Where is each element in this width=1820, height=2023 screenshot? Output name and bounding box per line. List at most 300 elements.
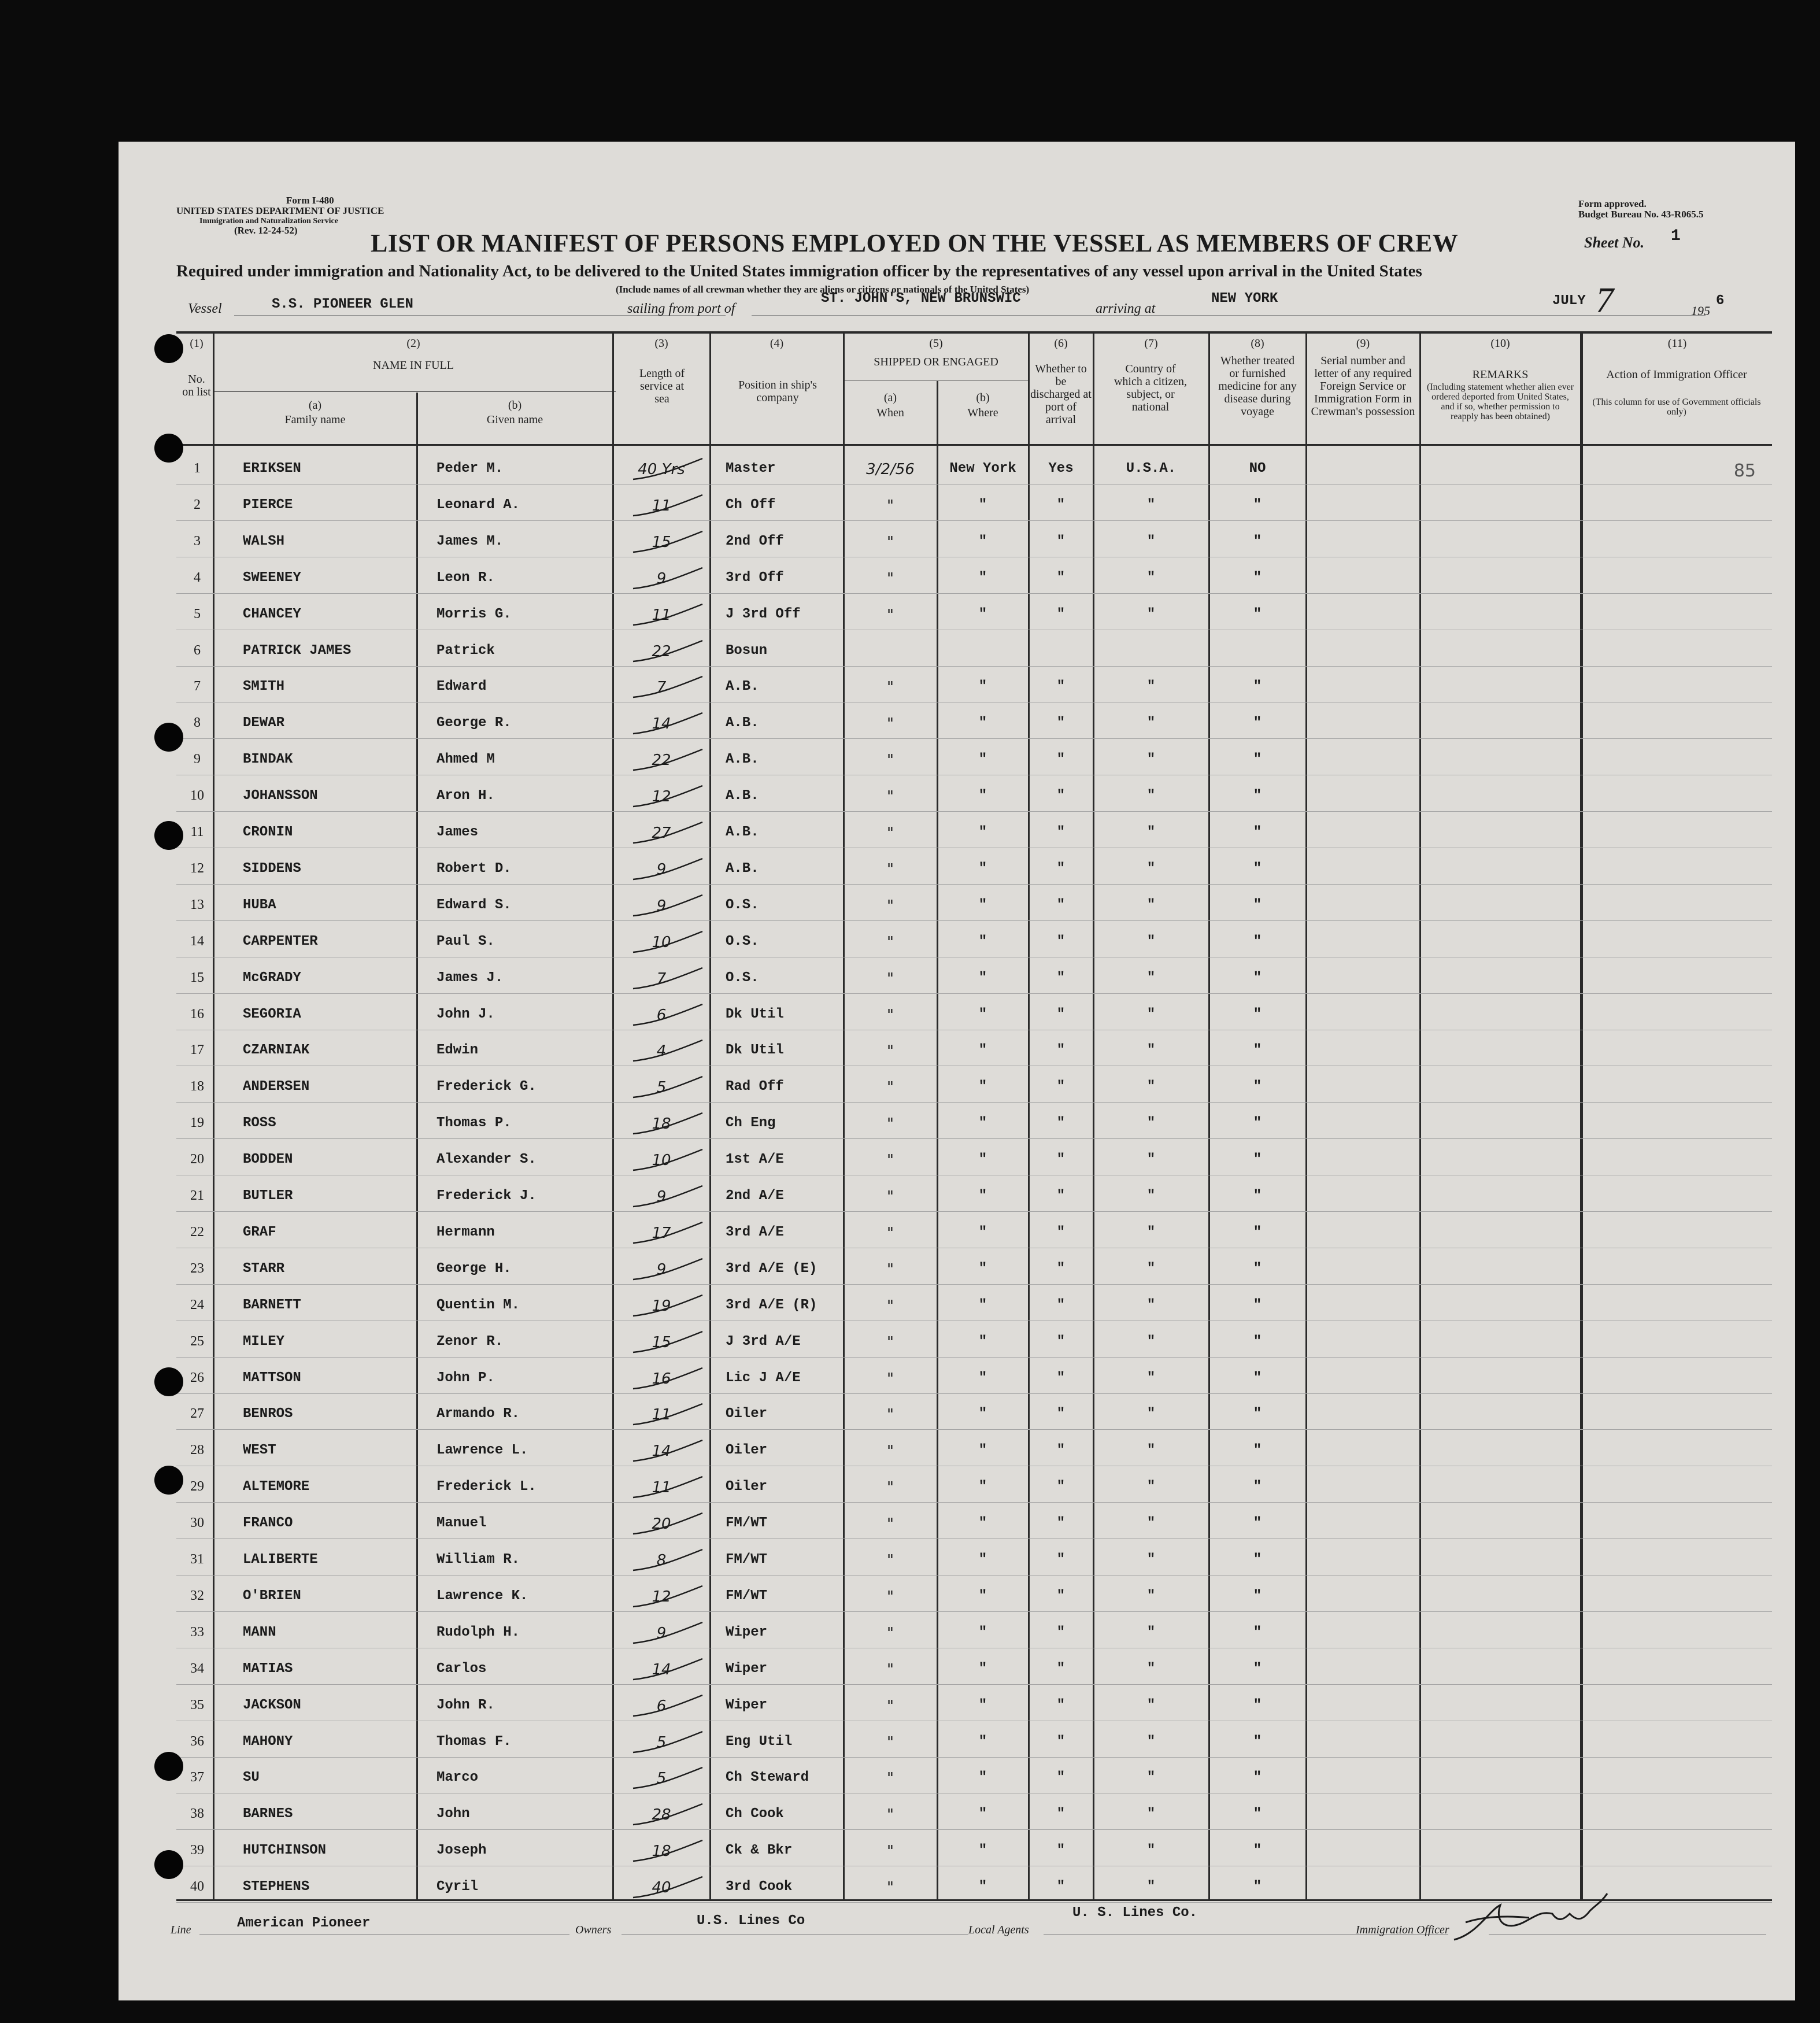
treated-medicine: " <box>1253 1479 1262 1495</box>
family-name: ANDERSEN <box>243 1079 310 1095</box>
length-of-service: 5 <box>656 1733 667 1751</box>
shipped-where: " <box>978 533 987 549</box>
col1-header: No. on list <box>182 373 211 398</box>
family-name: MANN <box>243 1624 276 1640</box>
ship-position: Ch Eng <box>726 1115 776 1131</box>
family-name: MATTSON <box>243 1370 301 1386</box>
shipped-when: " <box>887 1552 894 1569</box>
length-of-service: 12 <box>652 788 671 806</box>
family-name: SIDDENS <box>243 860 301 876</box>
check-mark-icon <box>622 1220 708 1249</box>
family-name: BARNETT <box>243 1297 301 1313</box>
check-mark-icon <box>622 1693 708 1722</box>
treated-medicine: " <box>1253 1188 1262 1204</box>
row-number: 35 <box>190 1697 204 1713</box>
shipped-where: " <box>978 1879 987 1895</box>
given-name: Paul S. <box>436 933 495 949</box>
length-of-service: 16 <box>652 1370 671 1388</box>
ship-position: Wiper <box>726 1624 768 1640</box>
to-be-discharged: " <box>1056 788 1066 804</box>
treated-medicine: " <box>1253 1552 1262 1567</box>
col8-header: Whether treated or furnished medicine for any disease during voyage <box>1218 354 1297 418</box>
shipped-where: " <box>978 1770 987 1786</box>
col2b-num: (b) <box>508 399 522 412</box>
given-name: Frederick G. <box>436 1079 537 1095</box>
check-mark-icon <box>622 456 708 485</box>
shipped-where: " <box>978 1479 987 1495</box>
given-name: Edward S. <box>436 897 512 913</box>
treated-medicine: " <box>1253 1006 1262 1022</box>
col9-header: Serial number and letter of any required Foreign Service or Immigration Form in Crewman's possession <box>1311 354 1415 418</box>
shipped-when: " <box>887 1515 894 1533</box>
family-name: MILEY <box>243 1333 285 1349</box>
check-mark-icon <box>622 1366 708 1395</box>
col11-num: (11) <box>1667 337 1687 350</box>
family-name: JACKSON <box>243 1697 301 1713</box>
length-of-service: 18 <box>652 1843 671 1861</box>
length-of-service: 17 <box>652 1224 671 1242</box>
family-name: STEPHENS <box>243 1879 310 1895</box>
col2-header: NAME IN FULL <box>373 359 454 372</box>
row-rule <box>176 666 1772 667</box>
shipped-when: " <box>887 1188 894 1205</box>
to-be-discharged: " <box>1056 1733 1066 1750</box>
shipped-when: " <box>887 970 894 988</box>
row-number: 14 <box>190 933 204 949</box>
treated-medicine: " <box>1253 569 1262 586</box>
shipped-where: " <box>978 1660 987 1677</box>
family-name: CRONIN <box>243 824 293 840</box>
ship-position: A.B. <box>726 679 759 695</box>
row-number: 4 <box>194 569 201 585</box>
ship-position: Ch Off <box>726 497 776 513</box>
col3-num: (3) <box>654 337 668 350</box>
row-rule <box>176 1538 1772 1539</box>
owners-label: Owners <box>575 1924 612 1936</box>
ship-position: Wiper <box>726 1660 768 1677</box>
ship-position: Dk Util <box>726 1042 784 1059</box>
given-name: Cyril <box>436 1879 479 1895</box>
shipped-when: " <box>887 1843 894 1861</box>
family-name: STARR <box>243 1260 285 1277</box>
citizenship-country: " <box>1146 1297 1156 1313</box>
shipped-where: " <box>978 1733 987 1750</box>
family-name: FRANCO <box>243 1515 293 1532</box>
check-mark-icon <box>622 1838 708 1867</box>
ship-position: 2nd Off <box>726 533 784 549</box>
check-mark-icon <box>622 1620 708 1649</box>
citizenship-country: " <box>1146 569 1156 586</box>
given-name: Thomas F. <box>436 1733 512 1750</box>
shipped-where: " <box>978 715 987 731</box>
ship-position: FM/WT <box>726 1552 768 1567</box>
row-number: 28 <box>190 1443 204 1458</box>
port-to: NEW YORK <box>1211 291 1278 306</box>
check-mark-icon <box>622 1293 708 1322</box>
check-mark-icon <box>622 1584 708 1613</box>
col6-num: (6) <box>1054 337 1068 350</box>
treated-medicine: " <box>1253 1879 1262 1895</box>
length-of-service: 6 <box>656 1006 667 1024</box>
citizenship-country: " <box>1146 933 1156 949</box>
length-of-service: 9 <box>656 1624 667 1642</box>
check-mark-icon <box>622 529 708 558</box>
given-name: John J. <box>436 1006 495 1022</box>
to-be-discharged: " <box>1056 860 1066 876</box>
row-rule <box>176 520 1772 521</box>
ship-position: Lic J A/E <box>726 1370 801 1386</box>
shipped-when: " <box>887 606 894 624</box>
row-number: 19 <box>190 1115 204 1131</box>
treated-medicine: " <box>1253 1042 1262 1059</box>
citizenship-country: " <box>1146 606 1156 622</box>
treated-medicine: " <box>1253 788 1262 804</box>
check-mark-icon <box>622 1401 708 1430</box>
binder-hole <box>154 821 183 850</box>
family-name: HUTCHINSON <box>243 1843 327 1859</box>
to-be-discharged: " <box>1056 1042 1066 1059</box>
ship-position: Ch Cook <box>726 1806 784 1822</box>
family-name: O'BRIEN <box>243 1588 301 1604</box>
shipped-when: " <box>887 1770 894 1788</box>
to-be-discharged: " <box>1056 1515 1066 1532</box>
row-rule <box>176 1138 1772 1139</box>
service-name: Immigration and Naturalization Service <box>199 217 338 225</box>
shipped-where: " <box>978 897 987 913</box>
check-mark-icon <box>622 711 708 739</box>
check-mark-icon <box>622 1874 708 1903</box>
given-name: Rudolph H. <box>436 1624 520 1640</box>
family-name: SWEENEY <box>243 569 301 586</box>
row-rule <box>176 738 1772 739</box>
row-rule <box>176 1575 1772 1576</box>
immigration-action: 85 <box>1733 461 1756 481</box>
row-number: 29 <box>190 1479 204 1495</box>
length-of-service: 8 <box>656 1552 667 1569</box>
to-be-discharged: " <box>1056 1879 1066 1895</box>
to-be-discharged: " <box>1056 1006 1066 1022</box>
ship-position: 2nd A/E <box>726 1188 784 1204</box>
length-of-service: 9 <box>656 860 667 878</box>
check-mark-icon <box>622 893 708 922</box>
given-name: George H. <box>436 1260 512 1277</box>
ship-position: 3rd A/E <box>726 1224 784 1240</box>
family-name: BARNES <box>243 1806 293 1822</box>
check-mark-icon <box>622 820 708 849</box>
shipped-where: " <box>978 1333 987 1349</box>
ship-position: 1st A/E <box>726 1152 784 1168</box>
shipped-when: " <box>887 1879 894 1897</box>
family-name: WALSH <box>243 533 285 549</box>
row-number: 18 <box>190 1079 204 1094</box>
family-name: PATRICK JAMES <box>243 642 352 659</box>
treated-medicine: " <box>1253 1588 1262 1604</box>
length-of-service: 14 <box>652 1443 671 1460</box>
given-name: James J. <box>436 970 504 986</box>
length-of-service: 22 <box>652 642 671 660</box>
shipped-where: " <box>978 1443 987 1459</box>
row-rule <box>176 1611 1772 1612</box>
row-number: 27 <box>190 1406 204 1422</box>
shipped-when: " <box>887 1733 894 1751</box>
citizenship-country: " <box>1146 1260 1156 1277</box>
manifest-sheet <box>119 142 1795 2000</box>
col5b-num: (b) <box>976 391 990 404</box>
shipped-where: " <box>978 1115 987 1131</box>
shipped-when: " <box>887 1152 894 1170</box>
length-of-service: 20 <box>652 1515 671 1533</box>
treated-medicine: " <box>1253 533 1262 549</box>
budget-bureau: Budget Bureau No. 43-R065.5 <box>1578 209 1704 220</box>
row-number: 17 <box>190 1042 204 1058</box>
shipped-when: " <box>887 569 894 587</box>
treated-medicine: " <box>1253 679 1262 695</box>
given-name: John P. <box>436 1370 495 1386</box>
treated-medicine: " <box>1253 1260 1262 1277</box>
row-number: 40 <box>190 1879 204 1895</box>
shipped-where: " <box>978 970 987 986</box>
given-name: William R. <box>436 1552 520 1567</box>
given-name: James <box>436 824 479 840</box>
ship-position: Wiper <box>726 1697 768 1713</box>
citizenship-country: " <box>1146 1079 1156 1095</box>
ship-position: Eng Util <box>726 1733 793 1750</box>
given-name: Peder M. <box>436 461 504 476</box>
check-mark-icon <box>622 1074 708 1103</box>
citizenship-country: " <box>1146 1515 1156 1532</box>
given-name: Edward <box>436 679 487 695</box>
to-be-discharged: " <box>1056 1479 1066 1495</box>
length-of-service: 9 <box>656 569 667 587</box>
length-of-service: 7 <box>656 970 667 988</box>
length-of-service: 12 <box>652 1588 671 1606</box>
shipped-when: " <box>887 1588 894 1606</box>
family-name: DEWAR <box>243 715 285 731</box>
treated-medicine: " <box>1253 824 1262 840</box>
binder-hole <box>154 1850 183 1879</box>
to-be-discharged: " <box>1056 933 1066 949</box>
col9-num: (9) <box>1356 337 1370 350</box>
citizenship-country: " <box>1146 1333 1156 1349</box>
ship-position: Ck & Bkr <box>726 1843 793 1859</box>
length-of-service: 10 <box>652 1152 671 1170</box>
to-be-discharged: " <box>1056 1443 1066 1459</box>
citizenship-country: " <box>1146 824 1156 840</box>
treated-medicine: NO <box>1249 461 1266 476</box>
sheet-label: Sheet No. <box>1584 234 1644 251</box>
department: UNITED STATES DEPARTMENT OF JUSTICE <box>176 205 384 216</box>
family-name: ERIKSEN <box>243 461 301 476</box>
shipped-when: " <box>887 1406 894 1424</box>
to-be-discharged: " <box>1056 497 1066 513</box>
length-of-service: 10 <box>652 933 671 951</box>
given-name: George R. <box>436 715 512 731</box>
shipped-when: " <box>887 1260 894 1278</box>
ship-position: Master <box>726 461 776 476</box>
citizenship-country: " <box>1146 897 1156 913</box>
binder-hole <box>154 434 183 463</box>
citizenship-country: " <box>1146 1406 1156 1422</box>
row-number: 20 <box>190 1152 204 1167</box>
given-name: Leonard A. <box>436 497 520 513</box>
to-be-discharged: " <box>1056 569 1066 586</box>
to-be-discharged: " <box>1056 752 1066 768</box>
family-name: HUBA <box>243 897 276 913</box>
check-mark-icon <box>622 1111 708 1140</box>
line-label: Line <box>171 1924 191 1936</box>
check-mark-icon <box>622 1184 708 1212</box>
given-name: Alexander S. <box>436 1152 537 1168</box>
row-number: 1 <box>194 461 201 476</box>
row-number: 2 <box>194 497 201 512</box>
family-name: BENROS <box>243 1406 293 1422</box>
row-rule <box>176 1829 1772 1830</box>
given-name: Robert D. <box>436 860 512 876</box>
vessel-name: S.S. PIONEER GLEN <box>272 297 413 312</box>
shipped-where: " <box>978 1370 987 1386</box>
col8-num: (8) <box>1251 337 1264 350</box>
given-name: Hermann <box>436 1224 495 1240</box>
check-mark-icon <box>622 1438 708 1467</box>
shipped-where: New York <box>949 461 1016 476</box>
row-rule <box>176 1393 1772 1394</box>
family-name: CARPENTER <box>243 933 318 949</box>
ship-position: 3rd A/E (R) <box>726 1297 817 1313</box>
length-of-service: 18 <box>652 1115 671 1133</box>
length-of-service: 40 <box>652 1879 671 1897</box>
shipped-when: " <box>887 715 894 733</box>
to-be-discharged: " <box>1056 606 1066 622</box>
treated-medicine: " <box>1253 933 1262 949</box>
family-name: MAHONY <box>243 1733 293 1750</box>
col5-num: (5) <box>929 337 943 350</box>
to-be-discharged: " <box>1056 1188 1066 1204</box>
length-of-service: 9 <box>656 1188 667 1205</box>
row-number: 10 <box>190 788 204 804</box>
row-number: 11 <box>190 824 204 839</box>
row-rule <box>176 484 1772 485</box>
shipped-when: " <box>887 533 894 551</box>
check-mark-icon <box>622 565 708 594</box>
col5b-header: Where <box>967 406 998 419</box>
shipped-when: " <box>887 1806 894 1824</box>
given-name: John <box>436 1806 470 1822</box>
to-be-discharged: " <box>1056 1624 1066 1640</box>
citizenship-country: " <box>1146 1115 1156 1131</box>
citizenship-country: U.S.A. <box>1126 461 1177 476</box>
shipped-when: " <box>887 1042 894 1060</box>
length-of-service: 4 <box>656 1042 667 1060</box>
col7-header: Country of which a citizen, subject, or national <box>1114 363 1188 413</box>
family-name: SEGORIA <box>243 1006 301 1022</box>
citizenship-country: " <box>1146 497 1156 513</box>
given-name: Morris G. <box>436 606 512 622</box>
treated-medicine: " <box>1253 1152 1262 1168</box>
check-mark-icon <box>622 1002 708 1031</box>
treated-medicine: " <box>1253 1770 1262 1786</box>
page-title: LIST OR MANIFEST OF PERSONS EMPLOYED ON THE VESSEL AS MEMBERS OF CREW <box>371 229 1459 257</box>
shipped-where: " <box>978 788 987 804</box>
col3-header: Length of service at sea <box>639 367 685 405</box>
citizenship-country: " <box>1146 715 1156 731</box>
treated-medicine: " <box>1253 1515 1262 1532</box>
length-of-service: 11 <box>652 497 671 515</box>
treated-medicine: " <box>1253 606 1262 622</box>
shipped-when: " <box>887 824 894 842</box>
treated-medicine: " <box>1253 1806 1262 1822</box>
col10-header: REMARKS <box>1472 368 1529 381</box>
row-number: 39 <box>190 1843 204 1858</box>
ship-position: A.B. <box>726 788 759 804</box>
vessel-label: Vessel <box>188 301 222 316</box>
agents-name: U. S. Lines Co. <box>1072 1905 1198 1921</box>
given-name: Marco <box>436 1770 479 1786</box>
col11-note: (This column for use of Government officials only) <box>1592 397 1761 417</box>
citizenship-country: " <box>1146 1042 1156 1059</box>
given-name: Edwin <box>436 1042 479 1059</box>
year-prefix: 195 <box>1691 304 1710 318</box>
to-be-discharged: " <box>1056 1697 1066 1713</box>
shipped-when: " <box>887 1333 894 1351</box>
shipped-when: " <box>887 1224 894 1242</box>
citizenship-country: " <box>1146 1733 1156 1750</box>
citizenship-country: " <box>1146 1479 1156 1495</box>
row-number: 5 <box>194 606 201 622</box>
arrival-month: JULY <box>1552 293 1586 309</box>
treated-medicine: " <box>1253 1443 1262 1459</box>
given-name: Joseph <box>436 1843 487 1859</box>
check-mark-icon <box>622 966 708 994</box>
shipped-when: " <box>887 788 894 806</box>
length-of-service: 14 <box>652 715 671 733</box>
col10-num: (10) <box>1490 337 1510 350</box>
given-name: Lawrence L. <box>436 1443 528 1459</box>
form-approved: Form approved. <box>1578 198 1647 209</box>
family-name: GRAF <box>243 1224 276 1240</box>
to-be-discharged: " <box>1056 679 1066 695</box>
to-be-discharged: " <box>1056 1152 1066 1168</box>
row-number: 13 <box>190 897 204 912</box>
row-rule <box>176 1284 1772 1285</box>
shipped-when: " <box>887 897 894 915</box>
given-name: Ahmed M <box>436 752 495 768</box>
given-name: Frederick J. <box>436 1188 537 1204</box>
row-rule <box>176 1684 1772 1685</box>
to-be-discharged: " <box>1056 1297 1066 1313</box>
length-of-service: 9 <box>656 1260 667 1278</box>
check-mark-icon <box>622 1329 708 1358</box>
shipped-where: " <box>978 752 987 768</box>
row-rule <box>176 1502 1772 1503</box>
row-number: 30 <box>190 1515 204 1531</box>
agents-label: Local Agents <box>968 1924 1029 1936</box>
include-note: (Include names of all crewman whether they are aliens or citizens or nationals of the United States) <box>616 284 1030 295</box>
to-be-discharged: " <box>1056 1224 1066 1240</box>
shipped-where: " <box>978 933 987 949</box>
col10-note: (Including statement whether alien ever ordered deported from United States, and if so, whether permission to reapply has been obtained) <box>1426 382 1574 421</box>
given-name: Frederick L. <box>436 1479 537 1495</box>
length-of-service: 9 <box>656 897 667 915</box>
check-mark-icon <box>622 1765 708 1794</box>
shipped-where: " <box>978 1079 987 1095</box>
check-mark-icon <box>622 602 708 631</box>
treated-medicine: " <box>1253 1660 1262 1677</box>
col1-num: (1) <box>190 337 204 350</box>
shipped-when: " <box>887 1079 894 1097</box>
family-name: JOHANSSON <box>243 788 318 804</box>
shipped-where: " <box>978 1042 987 1059</box>
to-be-discharged: Yes <box>1048 461 1074 476</box>
